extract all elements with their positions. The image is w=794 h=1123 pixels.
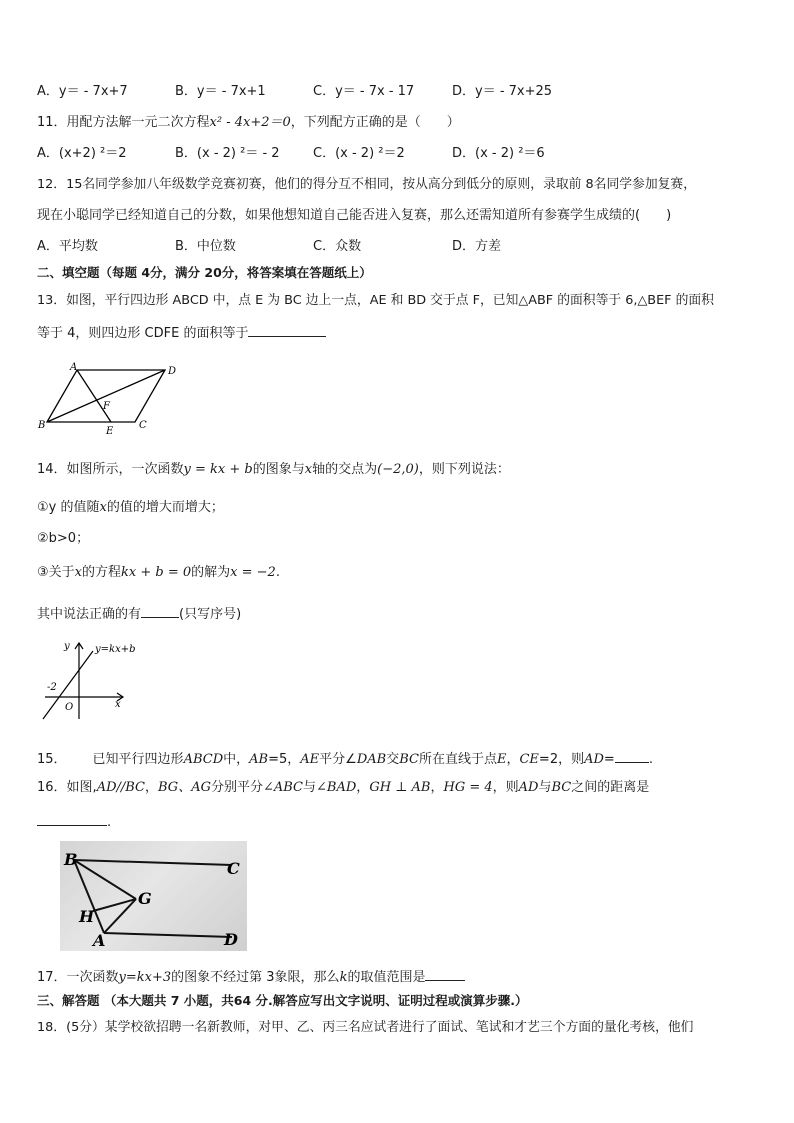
graph-neg2-label: -2 [47,682,57,693]
q14-s3-solution: x = −2 [230,565,276,580]
q14-stem [37,461,510,479]
q14-point: (−2,0) [377,462,419,477]
q12-option-b: B．中位数 [175,239,236,254]
q15-text-d: 平分∠ [319,752,357,767]
q14-s3-x: x [74,565,82,580]
q14-stem-text-4: ，则下列说法： [418,462,510,477]
q16-text-i: 之间的距离是 [571,780,650,795]
q10-option-b: B．y＝ - 7x+1 [175,84,266,99]
q11-stem-text: 11．用配方法解一元二次方程 [37,115,210,130]
q15-text-c: =5， [268,752,301,767]
q10-option-a: A．y＝ - 7x+7 [37,84,128,99]
q14-answer-line [37,604,241,624]
q11-option-b: B．(x - 2) ²＝ - 2 [175,146,280,161]
label-d: D [168,366,177,377]
label-b: B [38,420,46,431]
q15-ae: AE [300,752,320,767]
q13-answer-blank[interactable] [248,323,326,337]
q11-stem [37,114,460,132]
label-h: H [79,907,95,926]
q15-abcd: ABCD [183,752,224,767]
q14-stem-text: 14．如图所示，一次函数 [37,462,184,477]
q15-ab: AB [249,752,269,767]
q13-line-2 [37,323,326,343]
q11-option-c: C．(x - 2) ²＝2 [313,146,405,161]
q11-option-a: A．(x+2) ²＝2 [37,146,127,161]
q15-text-h: =2，则 [538,752,585,767]
q14-function-graph [35,637,150,722]
q16-perpendicular: GH ⊥ AB [369,780,431,795]
q17-stem [37,967,465,987]
q11-stem-tail: ，下列配方正确的是（ ） [290,115,460,130]
q16-text-g: ，则 [492,780,519,795]
q14-s1-tail: 的值的增大而增大； [106,500,224,515]
q14-s1-x: x [99,500,107,515]
q16-text-d: 与 [303,780,317,795]
line-bc [74,860,232,865]
q16-hg: HG = 4 [443,780,493,795]
q15-ce: CE [519,752,539,767]
q12-line-2: 现在小聪同学已经知道自己的分数，如果他想知道自己能否进入复赛，那么还需知道所有参赛学生成绩的( ) [37,208,672,223]
q10-option-d: D．y＝ - 7x+25 [452,84,553,99]
q13-line-2-text: 等于 4，则四边形 CDFE 的面积等于 [37,326,249,341]
q16-text-a: 16．如图, [37,780,97,795]
q16-parallel: AD//BC [96,780,145,795]
label-a: A [70,362,78,373]
q17-text-b: 的图象不经过第 3象限，那么 [171,970,340,985]
q15-stem [37,749,653,769]
q12-option-c: C．众数 [313,239,362,254]
line-ad [104,933,232,937]
q16-text-f: ， [430,780,444,795]
q16-angle-abc: ∠ABC [262,780,304,795]
q16-ad: AD [518,780,539,795]
q14-stem-text-3: 轴的交点为 [312,462,378,477]
q12-option-d: D．方差 [452,239,502,254]
q15-answer-blank[interactable] [615,749,649,763]
q15-e: E [496,752,507,767]
q17-text-c: 的取值范围是 [347,970,426,985]
q14-answer-blank[interactable] [141,604,179,618]
label-e: E [106,426,114,435]
q15-text-b: 中， [223,752,250,767]
q16-stem [37,779,649,797]
label-a: A [93,931,106,950]
q16-text-c: 分别平分 [210,780,263,795]
q17-k: k [339,970,348,985]
q15-number: 15． [37,752,67,767]
q16-figure-photo [60,841,247,951]
q16-bg-ag: BG、AG [158,780,211,795]
q14-s3-text-3: 的解为 [191,565,231,580]
q15-text-f: 所在直线于点 [418,752,497,767]
q14-stem-text-2: 的图象与 [252,462,305,477]
q14-s3-period: . [275,565,280,580]
label-b: B [64,850,78,869]
q14-statement-3 [37,564,280,582]
q12-option-a: A．平均数 [37,239,98,254]
q14-answer-close: ) [236,607,242,622]
q14-answer-text: 其中说法正确的有 [37,607,142,622]
graph-x-label: x [115,699,121,710]
q15-period: . [648,752,653,767]
q14-s3-text: ③关于 [37,565,75,580]
q15-bc: BC [399,752,419,767]
q11-equation: x² - 4x+2＝0 [209,115,291,130]
q12-line-1: 12．15名同学参加八年级数学竞赛初赛，他们的得分互不相同，按从高分到低分的原则，录取前 8名同学参加复赛， [37,177,697,192]
q16-text-b: ， [145,780,159,795]
q17-text-a: 17．一次函数 [37,970,119,985]
q16-period: . [107,815,112,830]
q13-parallelogram-figure [35,360,185,435]
q16-answer-line [37,812,111,832]
q15-ad: AD [584,752,604,767]
q15-text-a: 已知平行四边形 [92,752,184,767]
q10-option-c: C．y＝ - 7x - 17 [313,84,415,99]
q14-s3-equation: kx + b = 0 [121,565,192,580]
q16-angle-bad: ∠BAD [316,780,357,795]
label-c: C [227,859,240,878]
q14-x-var: x [304,462,313,477]
q13-line-1: 13．如图，平行四边形 ABCD 中，点 E 为 BC 边上一点，AE 和 BD 交于点 F，已知△ABF 的面积等于 6,△BEF 的面积 [37,293,714,308]
q14-answer-hint: (只写序号 [179,607,237,622]
q14-statement-1 [37,499,224,517]
graph-origin-label: O [65,702,74,713]
q14-statement-2: ②b>0； [37,531,90,546]
q14-s1-text: ①y 的值随 [37,500,100,515]
q16-bc: BC [551,780,572,795]
graph-y-label: y [64,641,70,652]
q14-function: y = kx + b [183,462,253,477]
q16-answer-blank[interactable] [37,812,107,826]
section-solution-heading: 三、解答题 （本大题共 7 小题，共64 分.解答应写出文字说明、证明过程或演算步骤.） [37,993,528,1008]
q15-text-e: 交 [386,752,400,767]
label-c: C [139,420,147,431]
q16-text-e: ， [356,780,370,795]
q16-text-h: 与 [538,780,552,795]
q18-line-1: 18．(5分）某学校欲招聘一名新教师，对甲、乙、丙三名应试者进行了面试、笔试和才艺三个方面的量化考核，他们 [37,1020,694,1035]
q11-option-d: D．(x - 2) ²＝6 [452,146,545,161]
q15-dab: DAB [356,752,387,767]
q15-text-g: ， [506,752,520,767]
label-f: F [103,401,110,412]
graph-function-label: y=kx+b [95,644,136,655]
q17-answer-blank[interactable] [425,967,465,981]
label-d: D [224,930,238,949]
section-fill-in-heading: 二、填空题（每题 4分，满分 20分，将答案填在答题纸上） [37,265,372,280]
q14-s3-text-2: 的方程 [82,565,122,580]
label-g: G [138,889,152,908]
q17-function: y=kx+3 [118,970,172,985]
q15-text-i: = [603,752,615,767]
q16-figure [60,841,247,951]
segment-bg [74,860,136,899]
